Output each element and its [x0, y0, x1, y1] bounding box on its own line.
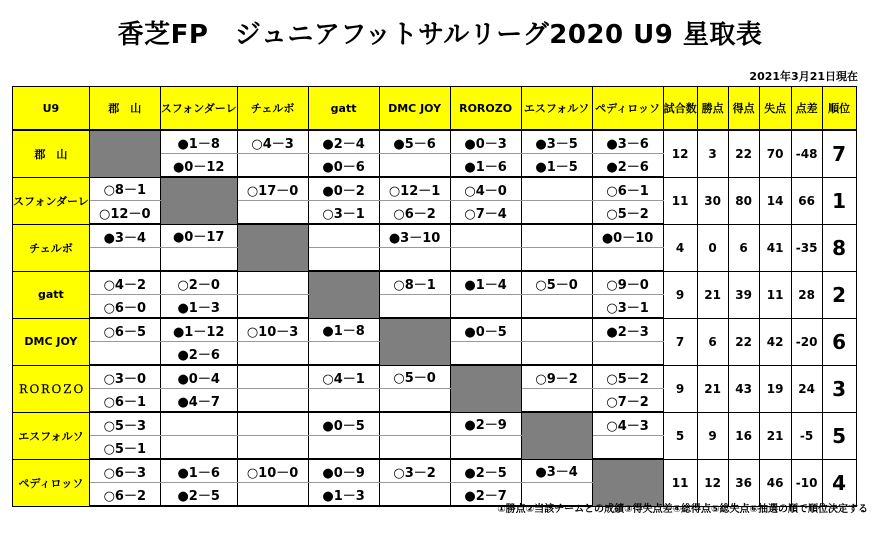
match-result: ●1－4 — [450, 271, 521, 295]
row-team-label: ＲＯＲＯＺＯ — [13, 365, 90, 412]
match-result: ○9－0 — [592, 271, 663, 295]
goals-against: 41 — [759, 224, 791, 271]
team-row — [13, 130, 857, 154]
row-team-label: ペディロッソ — [13, 459, 90, 506]
match-result: ●1－3 — [308, 483, 379, 507]
match-result: ●0－4 — [160, 365, 237, 389]
match-result: ○5－2 — [592, 201, 663, 225]
match-result: ●3－5 — [521, 130, 592, 154]
self-match-cell — [521, 412, 592, 459]
match-result: ●0－10 — [592, 224, 663, 248]
match-result — [450, 295, 521, 319]
match-result: ●2－3 — [592, 318, 663, 342]
match-result: ○7－2 — [592, 389, 663, 413]
match-result — [237, 412, 308, 436]
match-result: ○8－1 — [379, 271, 450, 295]
match-result: ○9－2 — [521, 365, 592, 389]
games-played: 7 — [663, 318, 697, 365]
games-played: 11 — [663, 459, 697, 506]
goals-for: 22 — [728, 130, 759, 177]
self-match-cell — [592, 459, 663, 506]
match-result: ○6－2 — [89, 483, 160, 507]
match-result — [89, 248, 160, 272]
column-team-header: DMC JOY — [379, 87, 450, 131]
match-result: ●3－10 — [379, 224, 450, 248]
match-result — [521, 295, 592, 319]
goal-difference: -10 — [791, 459, 822, 506]
match-result — [379, 154, 450, 178]
match-result: ○6－1 — [89, 389, 160, 413]
goals-against: 42 — [759, 318, 791, 365]
match-result — [592, 248, 663, 272]
match-result — [379, 436, 450, 460]
match-result — [521, 342, 592, 366]
row-team-label: 郡 山 — [13, 130, 90, 177]
match-result: ○5－3 — [89, 412, 160, 436]
match-result: ○3－2 — [379, 459, 450, 483]
match-result: ○17－0 — [237, 177, 308, 201]
games-played: 12 — [663, 130, 697, 177]
match-result — [379, 295, 450, 319]
match-result — [237, 271, 308, 295]
match-result: ●1－8 — [160, 130, 237, 154]
match-result — [237, 483, 308, 507]
match-result: ○3－1 — [308, 201, 379, 225]
match-result: ●0－12 — [160, 154, 237, 178]
match-result — [592, 436, 663, 460]
goals-against: 14 — [759, 177, 791, 224]
self-match-cell — [379, 318, 450, 365]
match-result — [379, 389, 450, 413]
goals-for: 16 — [728, 412, 759, 459]
match-result — [308, 389, 379, 413]
column-team-header: gatt — [308, 87, 379, 131]
rank: 4 — [822, 459, 856, 506]
match-result: ●4－7 — [160, 389, 237, 413]
goal-difference: -5 — [791, 412, 822, 459]
match-result: ●5－6 — [379, 130, 450, 154]
match-result: ●0－17 — [160, 224, 237, 248]
match-result: ○6－0 — [89, 295, 160, 319]
match-result: ●0－5 — [450, 318, 521, 342]
match-result: ○6－1 — [592, 177, 663, 201]
match-result: ●1－3 — [160, 295, 237, 319]
header-row — [13, 87, 857, 131]
goals-against: 11 — [759, 271, 791, 318]
match-result — [450, 436, 521, 460]
column-team-header: エスフォルソ — [521, 87, 592, 131]
goals-for: 6 — [728, 224, 759, 271]
match-result: ●1－6 — [450, 154, 521, 178]
match-result: ●1－8 — [308, 318, 379, 342]
games-played: 5 — [663, 412, 697, 459]
match-result — [521, 201, 592, 225]
goals-for: 80 — [728, 177, 759, 224]
points: 21 — [697, 271, 728, 318]
match-result: ●0－5 — [308, 412, 379, 436]
match-result — [521, 318, 592, 342]
points: 9 — [697, 412, 728, 459]
match-result: ○10－0 — [237, 459, 308, 483]
match-result: ○7－4 — [450, 201, 521, 225]
team-row — [13, 318, 857, 342]
match-result: ○5－2 — [592, 365, 663, 389]
rank: 5 — [822, 412, 856, 459]
goal-difference: 24 — [791, 365, 822, 412]
match-result — [379, 412, 450, 436]
match-result — [237, 389, 308, 413]
match-result — [450, 248, 521, 272]
goal-difference: 66 — [791, 177, 822, 224]
match-result: ●3－6 — [592, 130, 663, 154]
match-result — [237, 365, 308, 389]
row-team-label: チェルボ — [13, 224, 90, 271]
match-result: ●3－4 — [521, 459, 592, 483]
match-result: ○8－1 — [89, 177, 160, 201]
points: 21 — [697, 365, 728, 412]
match-result: ●2－5 — [160, 483, 237, 507]
games-played: 4 — [663, 224, 697, 271]
match-result: ○5－0 — [521, 271, 592, 295]
goals-for: 36 — [728, 459, 759, 506]
match-result — [521, 389, 592, 413]
match-result: ●2－4 — [308, 130, 379, 154]
match-result — [308, 248, 379, 272]
match-result — [237, 201, 308, 225]
rank: 6 — [822, 318, 856, 365]
match-result — [160, 248, 237, 272]
stat-header: 失点 — [759, 87, 791, 131]
stat-header: 試合数 — [663, 87, 697, 131]
match-result: ○12－1 — [379, 177, 450, 201]
goals-for: 22 — [728, 318, 759, 365]
points: 3 — [697, 130, 728, 177]
match-result — [237, 154, 308, 178]
points: 30 — [697, 177, 728, 224]
goal-difference: -20 — [791, 318, 822, 365]
page-title: 香芝FP ジュニアフットサルリーグ2020 U9 星取表 — [117, 20, 763, 50]
goals-for: 43 — [728, 365, 759, 412]
games-played: 9 — [663, 271, 697, 318]
goals-against: 21 — [759, 412, 791, 459]
match-result — [308, 436, 379, 460]
goals-against: 46 — [759, 459, 791, 506]
match-result — [521, 224, 592, 248]
match-result: ●3－4 — [89, 224, 160, 248]
stat-header: 点差 — [791, 87, 822, 131]
games-played: 11 — [663, 177, 697, 224]
team-row — [13, 412, 857, 436]
team-row — [13, 224, 857, 248]
match-result — [521, 177, 592, 201]
match-result — [160, 436, 237, 460]
points: 0 — [697, 224, 728, 271]
match-result: ●0－3 — [450, 130, 521, 154]
match-result — [521, 248, 592, 272]
goals-against: 19 — [759, 365, 791, 412]
match-result: ○3－1 — [592, 295, 663, 319]
goal-difference: 28 — [791, 271, 822, 318]
match-result — [379, 483, 450, 507]
stat-header: 勝点 — [697, 87, 728, 131]
points: 6 — [697, 318, 728, 365]
points: 12 — [697, 459, 728, 506]
rank: 7 — [822, 130, 856, 177]
match-result — [308, 224, 379, 248]
self-match-cell — [237, 224, 308, 271]
self-match-cell — [89, 130, 160, 177]
column-team-header: チェルボ — [237, 87, 308, 131]
column-team-header: 郡 山 — [89, 87, 160, 131]
match-result: ○3－0 — [89, 365, 160, 389]
match-result: ●2－9 — [450, 412, 521, 436]
match-result: ●0－6 — [308, 154, 379, 178]
match-result: ●1－6 — [160, 459, 237, 483]
row-team-label: gatt — [13, 271, 90, 318]
goal-difference: -35 — [791, 224, 822, 271]
ranking-rule-note: ①勝点②当該チームとの成績③得失点差④総得点⑤総失点⑥抽選の順で順位決定する — [497, 504, 868, 515]
rank: 2 — [822, 271, 856, 318]
match-result: ○4－0 — [450, 177, 521, 201]
match-result: ●2－5 — [450, 459, 521, 483]
match-result: ○4－1 — [308, 365, 379, 389]
row-team-label: スフォンダーレ — [13, 177, 90, 224]
column-team-header: スフォンダーレ — [160, 87, 237, 131]
match-result: ○4－2 — [89, 271, 160, 295]
column-team-header: ペディロッソ — [592, 87, 663, 131]
match-result: ○6－5 — [89, 318, 160, 342]
team-row — [13, 365, 857, 389]
match-result: ○4－3 — [237, 130, 308, 154]
self-match-cell — [308, 271, 379, 318]
match-result: ●2－6 — [592, 154, 663, 178]
row-team-label: DMC JOY — [13, 318, 90, 365]
match-result — [89, 342, 160, 366]
match-result: ●1－5 — [521, 154, 592, 178]
team-row — [13, 177, 857, 201]
match-result: ○4－3 — [592, 412, 663, 436]
as-of-date: 2021年3月21日現在 — [749, 70, 858, 83]
match-result: ○10－3 — [237, 318, 308, 342]
match-result — [450, 342, 521, 366]
match-result: ●0－2 — [308, 177, 379, 201]
goal-difference: -48 — [791, 130, 822, 177]
rank: 3 — [822, 365, 856, 412]
stat-header: 順位 — [822, 87, 856, 131]
match-result: ○6－3 — [89, 459, 160, 483]
match-result — [592, 342, 663, 366]
match-result — [237, 295, 308, 319]
games-played: 9 — [663, 365, 697, 412]
rank: 1 — [822, 177, 856, 224]
standings-table — [12, 86, 857, 507]
self-match-cell — [160, 177, 237, 224]
goals-against: 70 — [759, 130, 791, 177]
match-result: ○5－1 — [89, 436, 160, 460]
team-row — [13, 459, 857, 483]
match-result: ●2－7 — [450, 483, 521, 507]
match-result: ●2－6 — [160, 342, 237, 366]
self-match-cell — [450, 365, 521, 412]
goals-for: 39 — [728, 271, 759, 318]
match-result — [450, 224, 521, 248]
match-result — [308, 342, 379, 366]
match-result: ○2－0 — [160, 271, 237, 295]
stat-header: 得点 — [728, 87, 759, 131]
match-result — [160, 412, 237, 436]
team-row — [13, 271, 857, 295]
row-team-label: エスフォルソ — [13, 412, 90, 459]
match-result: ●0－9 — [308, 459, 379, 483]
corner-label: U9 — [13, 87, 90, 131]
match-result: ○12－0 — [89, 201, 160, 225]
match-result: ●1－12 — [160, 318, 237, 342]
column-team-header: ROROZO — [450, 87, 521, 131]
match-result — [237, 436, 308, 460]
rank: 8 — [822, 224, 856, 271]
match-result: ○5－0 — [379, 365, 450, 389]
match-result — [237, 342, 308, 366]
match-result: ○6－2 — [379, 201, 450, 225]
match-result — [379, 248, 450, 272]
